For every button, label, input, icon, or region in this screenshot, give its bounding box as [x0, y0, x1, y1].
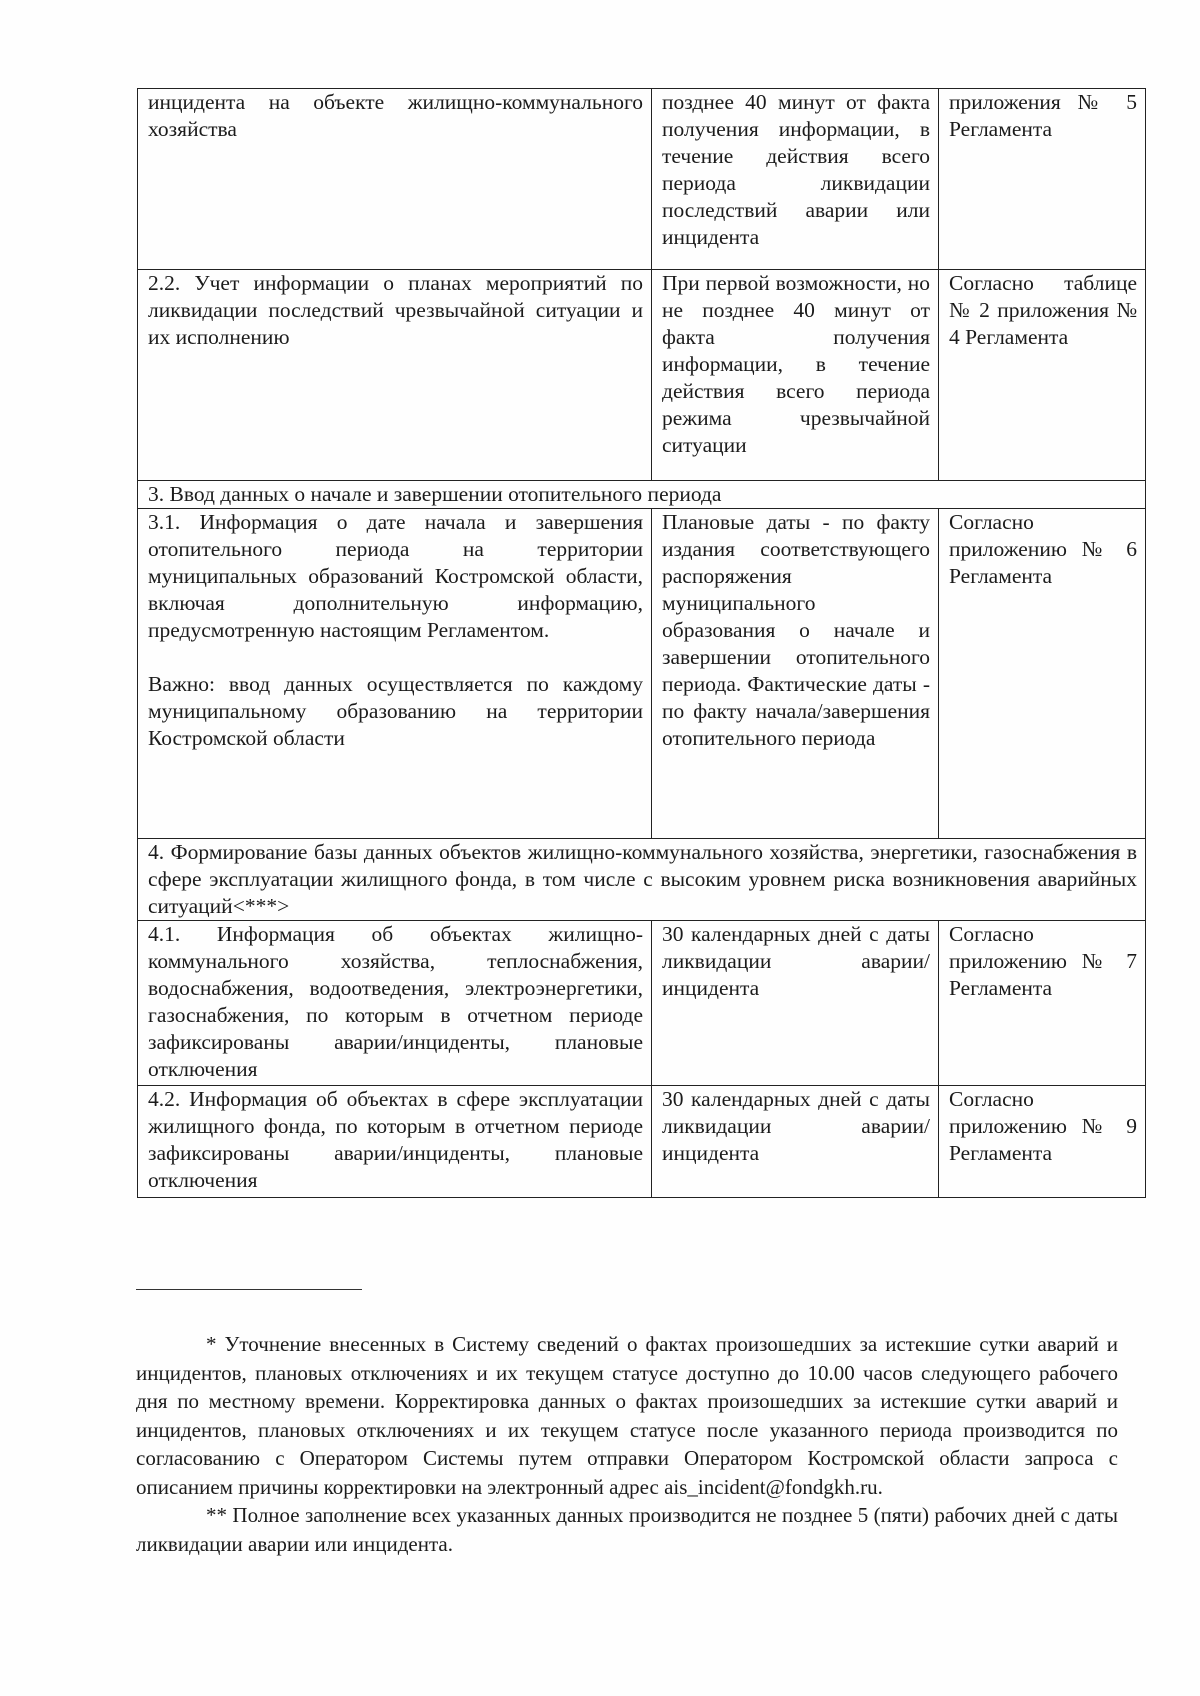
regulation-table	[137, 88, 1146, 1198]
row-description: 4.2. Информация об объектах в сфере эксплуатации жилищного фонда, по которым в отчетном периоде зафиксированы аварии/инциденты, плановые отключения	[138, 1086, 652, 1198]
row-description: 2.2. Учет информации о планах мероприятий по ликвидации последствий чрезвычайной ситуации и их исполнению	[138, 270, 652, 481]
row-reference: Согласно таблице № 2 приложения № 4 Регламента	[939, 270, 1146, 481]
row-reference: Согласно приложению № 6 Регламента	[939, 509, 1146, 839]
row-reference: Согласно приложению № 9 Регламента	[939, 1086, 1146, 1198]
row-description	[138, 509, 652, 839]
row-deadline: Плановые даты - по факту издания соответствующего распоряжения муниципального образования о начале и завершении отопительного периода. Фактические даты - по факту начала/завершения отопительного периода	[652, 509, 939, 839]
table-row	[138, 509, 1146, 839]
section-3-heading: 3. Ввод данных о начале и завершении отопительного периода	[138, 481, 1146, 509]
row-description-note: Важно: ввод данных осуществляется по каждому муниципальному образованию на территории Костромской области	[148, 672, 643, 750]
row-deadline: позднее 40 минут от факта получения информации, в течение действия всего периода ликвидации последствий аварии или инцидента	[652, 89, 939, 270]
footnotes	[136, 1330, 1118, 1558]
section-header-row	[138, 481, 1146, 509]
row-deadline: 30 календарных дней с даты ликвидации аварии/инцидента	[652, 921, 939, 1086]
row-description-main: 3.1. Информация о дате начала и завершения отопительного периода на территории муниципальных образований Костромской области, включая дополнительную информацию, предусмотренную настоящим Регламентом.	[148, 510, 643, 642]
row-reference: Согласно приложению № 7 Регламента	[939, 921, 1146, 1086]
table-row	[138, 921, 1146, 1086]
row-description: 4.1. Информация об объектах жилищно-коммунального хозяйства, теплоснабжения, водоснабжения, водоотведения, электроэнергетики, газоснабжения, по которым в отчетном периоде зафиксированы аварии/инциденты, плановые отключения	[138, 921, 652, 1086]
table-row	[138, 270, 1146, 481]
row-description: инцидента на объекте жилищно-коммунального хозяйства	[138, 89, 652, 270]
table-row	[138, 89, 1146, 270]
footnote-1: * Уточнение внесенных в Систему сведений о фактах произошедших за истекшие сутки аварий и инцидентов, плановых отключениях и их текущем статусе доступно до 10.00 часов следующего рабочего дня по местному времени. Корректировка данных о фактах произошедших за истекшие сутки аварий и инцидентов, плановых отключениях и их текущем статусе после указанного периода производится по согласованию с Оператором Системы путем отправки Оператором Костромской области запроса с описанием причины корректировки на электронный адрес ais_incident@fondgkh.ru.	[136, 1332, 1118, 1499]
row-reference: приложения № 5 Регламента	[939, 89, 1146, 270]
row-deadline: При первой возможности, но не позднее 40 минут от факта получения информации, в течение действия всего периода режима чрезвычайной ситуации	[652, 270, 939, 481]
section-4-heading: 4. Формирование базы данных объектов жилищно-коммунального хозяйства, энергетики, газоснабжения в сфере эксплуатации жилищного фонда, в том числе с высоким уровнем риска возникновения аварийных ситуаций<***>	[138, 839, 1146, 921]
table-row	[138, 1086, 1146, 1198]
footnote-2: ** Полное заполнение всех указанных данных производится не позднее 5 (пяти) рабочих дней с даты ликвидации аварии или инцидента.	[136, 1503, 1118, 1556]
section-header-row	[138, 839, 1146, 921]
row-deadline: 30 календарных дней с даты ликвидации аварии/инцидента	[652, 1086, 939, 1198]
footnote-separator	[136, 1289, 362, 1290]
